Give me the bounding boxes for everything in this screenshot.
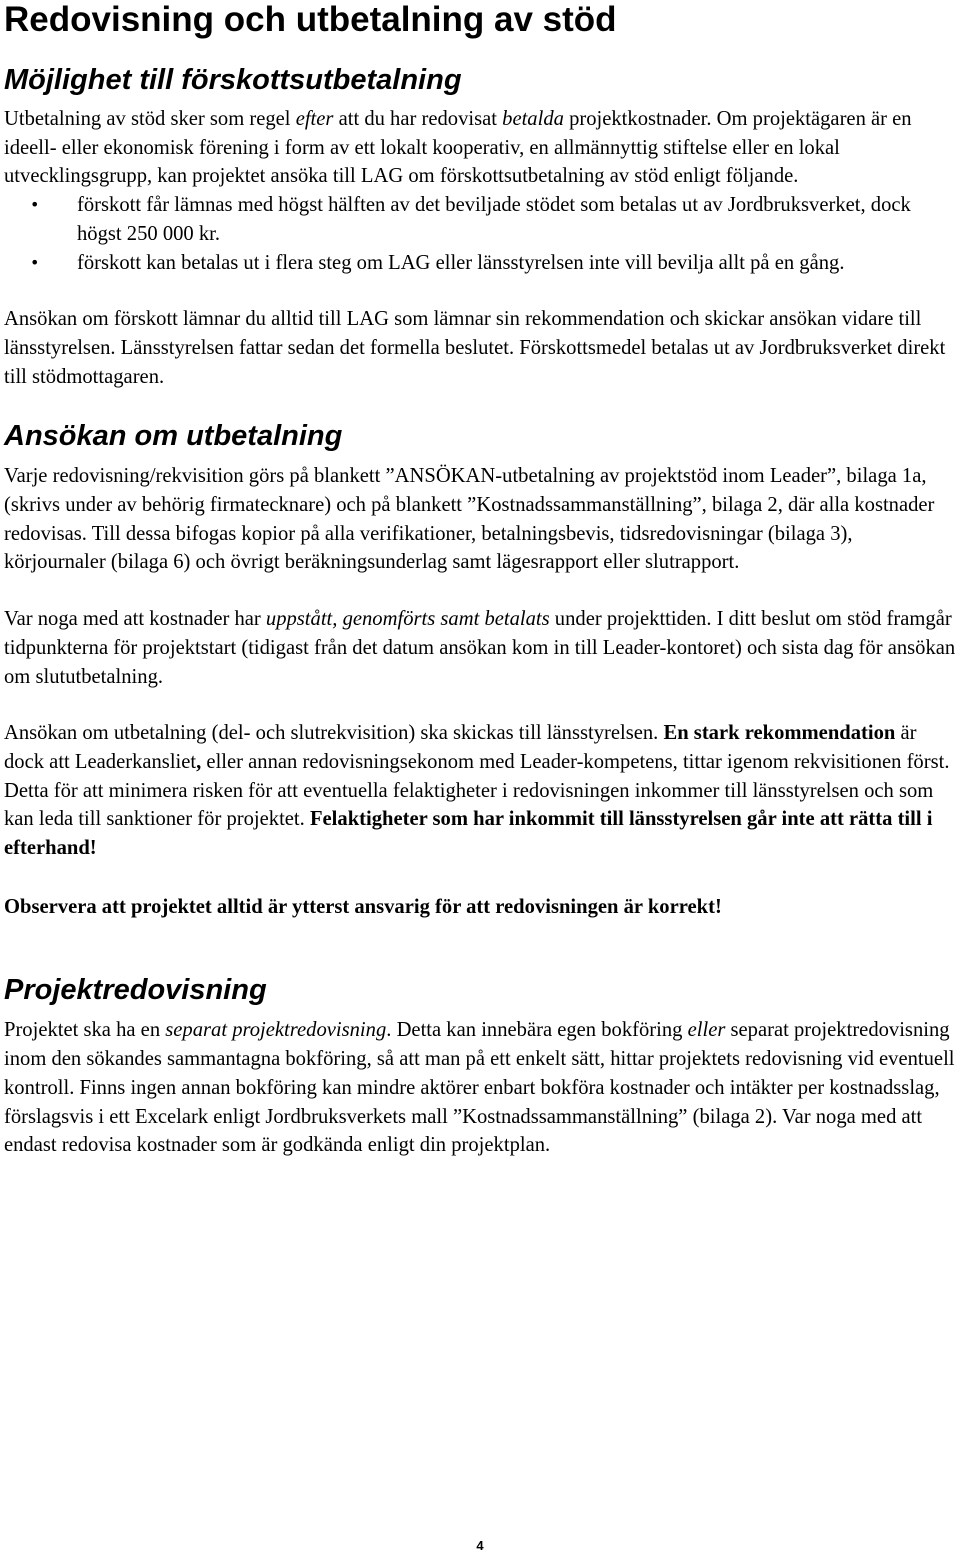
text-run: . Detta kan innebära egen bokföring <box>386 1019 688 1042</box>
emphasis-uppstatt: uppstått, genomförts samt betalats <box>265 608 550 631</box>
bullet-list <box>4 191 956 277</box>
strong-felaktigheter: Felaktigheter som har inkommit till länsstyrelsen går inte att rätta till i efterhand! <box>4 808 933 860</box>
heading-utbetalning: Ansökan om utbetalning <box>4 420 343 453</box>
list-item-text: förskott kan betalas ut i flera steg om LAG eller länsstyrelsen inte vill bevilja allt på en gång. <box>77 251 845 274</box>
strong-observera: Observera att projektet alltid är ytterst ansvarig för att redovisningen är korrekt! <box>4 895 722 918</box>
paragraph-kostnader <box>4 605 956 691</box>
emphasis-eller: eller <box>687 1019 726 1042</box>
page-number: 4 <box>476 1538 484 1553</box>
list-item <box>4 191 956 248</box>
text-run: eller annan redovisningsekonom med Leader-kompetens, tittar igenom rekvisitionen först. Detta för att minimera risken för att eventuella felaktigheter i redovisningen inkommer till länsstyrelsen och som kan leda till sanktioner för projektet. <box>4 750 950 831</box>
paragraph-forskott-ansokan: Ansökan om förskott lämnar du alltid till LAG som lämnar sin rekommendation och skickar ansökan vidare till länsstyrelsen. Länsstyrelsen fattar sedan det formella beslutet. Förskottsmedel betalas ut av Jordbruksverket direkt till stödmottagaren. <box>4 308 946 388</box>
paragraph-lansstyrelsen <box>4 719 956 863</box>
page-title: Redovisning och utbetalning av stöd <box>4 0 617 39</box>
text-run: separat projektredovisning inom den sökandes sammantagna bokföring, så att man på ett enkelt sätt, hittar projektets redovisning vid eventuell kontroll. Finns ingen annan bokföring kan mindre aktörer enbart bokföra kostnader och intäkter per kostnadsslag, förslagsvis i ett Excelark enligt Jordbruksverkets mall ”Kostnadssammanställning” (bilaga 2). Var noga med att endast redovisa kostnader som är godkända enligt din projektplan. <box>4 1019 955 1157</box>
text-run: Projektet ska ha en <box>4 1019 166 1042</box>
emphasis-betalda: betalda <box>502 108 564 130</box>
heading-projektredovisning: Projektredovisning <box>4 974 267 1007</box>
paragraph-observera <box>4 893 956 922</box>
text-run: att du har redovisat <box>333 108 503 130</box>
text-run: Ansökan om utbetalning (del- och slutrekvisition) ska skickas till länsstyrelsen. <box>4 722 664 745</box>
text-run: Utbetalning av stöd sker som regel <box>4 108 296 130</box>
emphasis-efter: efter <box>295 108 334 130</box>
paragraph-rekvisition: Varje redovisning/rekvisition görs på blankett ”ANSÖKAN-utbetalning av projektstöd inom Leader”, bilaga 1a, (skrivs under av behörig firmatecknare) och på blankett ”Kostnadssammanställning”, bilaga 2, där alla kostnader redovisas. Till dessa bifogas kopior på alla verifikationer, betalningsbevis, tidsredovisningar (bilaga 3), körjournaler (bilaga 6) och övrigt beräkningsunderlag samt lägesrapport eller slutrapport. <box>4 465 935 574</box>
strong-rekommendation: En stark rekommendation <box>663 722 896 745</box>
bullet-icon: • <box>30 252 40 272</box>
paragraph-projektredovisning <box>4 1016 956 1160</box>
paragraph-forskott-intro <box>4 105 956 191</box>
strong-comma: , <box>196 750 202 773</box>
heading-forskott: Möjlighet till förskottsutbetalning <box>4 64 462 96</box>
text-run: Var noga med att kostnader har <box>4 608 266 631</box>
emphasis-separat: separat projektredovisning <box>165 1019 387 1042</box>
text-run: projektkostnader. Om projektägaren är en ideell- eller ekonomisk förening i form av ett lokalt kooperativ, en allmännyttig stiftelse eller en lokal utvecklingsgrupp, kan projektet ansöka till LAG om förskottsutbetalning av stöd enligt följande. <box>4 108 912 188</box>
text-run: under projekttiden. I ditt beslut om stöd framgår tidpunkterna för projektstart (tidigast från det datum ansökan kom in till Leader-kontoret) och sista dag för ansökan om slututbetalning. <box>4 608 956 688</box>
document-page <box>4 0 956 1160</box>
list-item <box>4 249 956 278</box>
bullet-icon: • <box>30 195 40 215</box>
text-run: är dock att Leaderkansliet <box>4 722 917 773</box>
list-item-text: förskott får lämnas med högst hälften av det beviljade stödet som betalas ut av Jordbruksverket, dock högst 250 000 kr. <box>77 194 911 245</box>
